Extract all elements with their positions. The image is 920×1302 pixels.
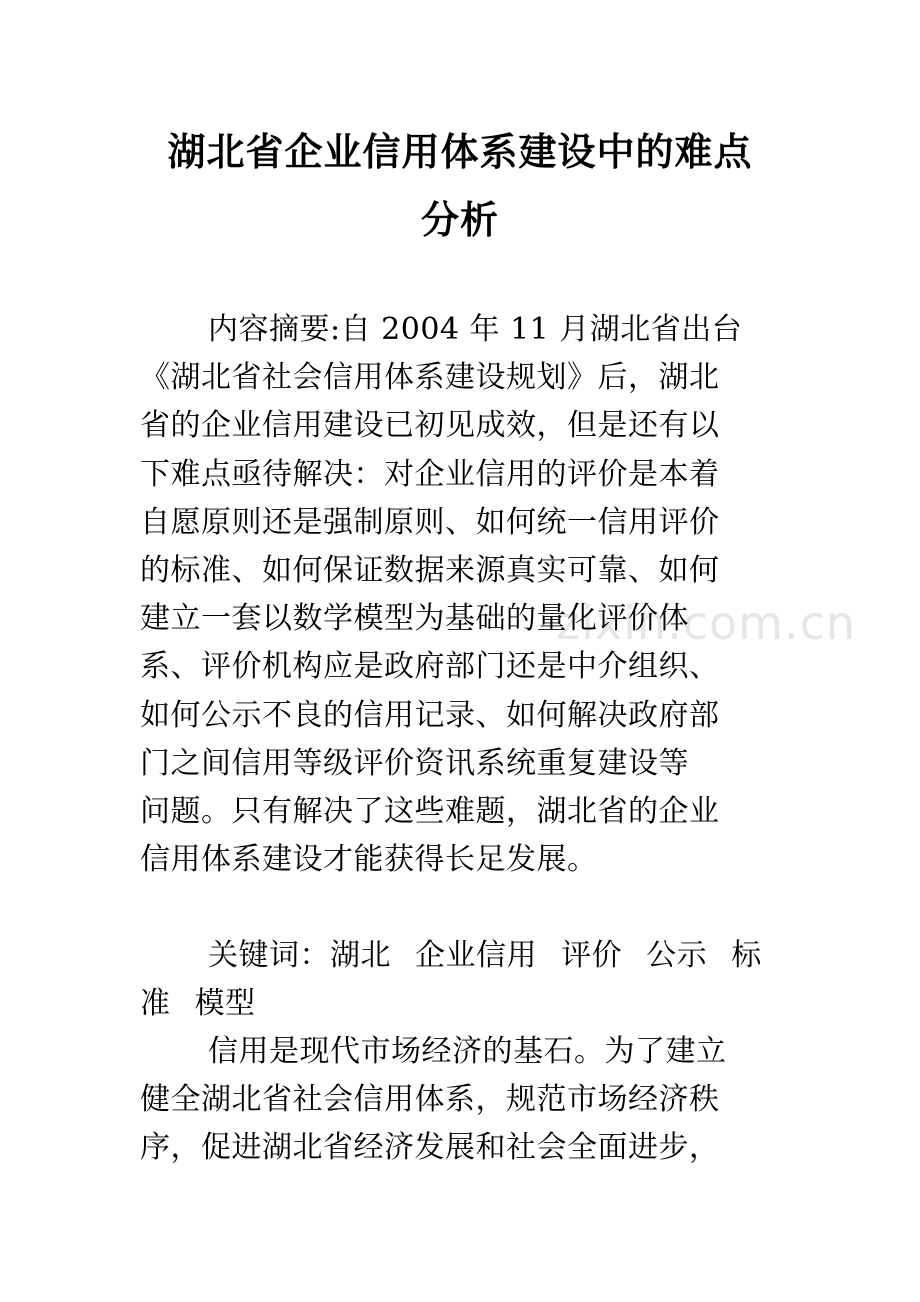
abstract-line: 建立一套以数学模型为基础的量化评价体 (140, 601, 689, 637)
keyword: 公示 (646, 938, 708, 973)
keywords-line-1 (140, 932, 790, 980)
keyword: 湖北 (330, 938, 391, 973)
abstract-line: 《湖北省社会信用体系建设规划》后，湖北 (140, 360, 720, 396)
title-line-2: 分析 (420, 198, 499, 242)
abstract-line: 门之间信用等级评价资讯系统重复建设等 (140, 745, 689, 781)
keyword: 评价 (561, 938, 623, 973)
keywords-label: 关键词： (208, 938, 330, 973)
abstract-line: 系、评价机构应是政府部门还是中介组织、 (140, 649, 720, 685)
keyword: 准 (140, 986, 171, 1022)
watermark: zixin.com.cn (556, 596, 857, 650)
document-title (100, 118, 820, 254)
abstract-line: 如何公示不良的信用记录、如何解决政府部 (140, 697, 720, 733)
intro-paragraph (140, 1028, 790, 1173)
intro-line: 序，促进湖北省经济发展和社会全面进步， (140, 1130, 720, 1166)
keywords-line-2 (140, 980, 790, 1028)
keyword: 企业信用 (415, 938, 538, 973)
abstract-paragraph (140, 306, 790, 884)
abstract-line: 省的企业信用建设已初见成效，但是还有以 (140, 408, 720, 444)
keywords-paragraph (140, 932, 790, 1028)
abstract-line: 问题。只有解决了这些难题，湖北省的企业 (140, 794, 720, 830)
keyword: 标 (731, 938, 762, 973)
intro-line: 信用是现代市场经济的基石。为了建立 (208, 1034, 727, 1069)
abstract-line: 的标准、如何保证数据来源真实可靠、如何 (140, 553, 720, 589)
abstract-line: 下难点亟待解决：对企业信用的评价是本着 (140, 456, 720, 492)
abstract-line: 信用体系建设才能获得长足发展。 (140, 842, 598, 878)
intro-line: 健全湖北省社会信用体系，规范市场经济秩 (140, 1082, 720, 1118)
abstract-line: 内容摘要:自 2004 年 11 月湖北省出台 (208, 312, 743, 347)
abstract-line: 自愿原则还是强制原则、如何统一信用评价 (140, 504, 720, 540)
keyword: 模型 (194, 986, 256, 1022)
title-line-1: 湖北省企业信用体系建设中的难点 (167, 130, 753, 174)
